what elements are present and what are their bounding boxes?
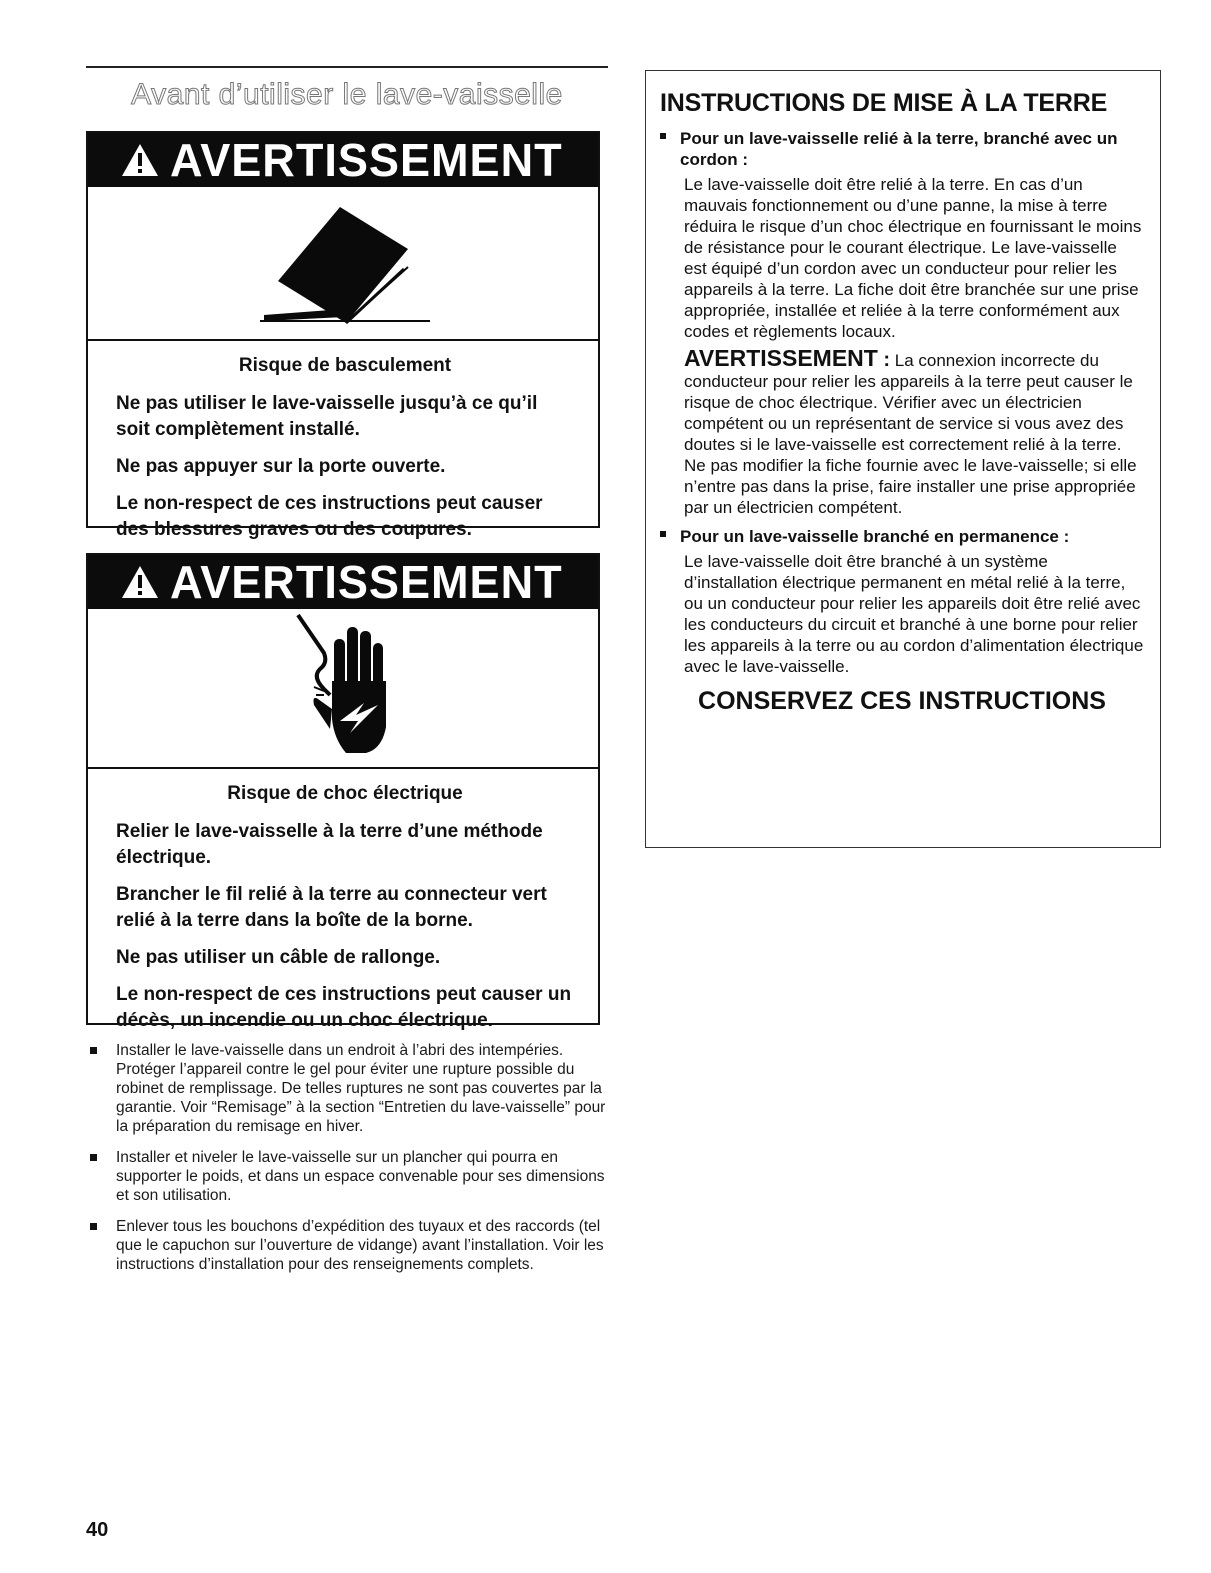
bullet-square-icon (90, 1154, 97, 1161)
list-item (86, 1148, 606, 1205)
warning-triangle-icon (120, 564, 160, 600)
tip-over-pictogram (88, 187, 598, 341)
list-item (660, 128, 1144, 518)
list-item-text: Installer le lave-vaisselle dans un endroit à l’abri des intempéries. Protéger l’appareil contre le gel pour éviter une rupture possible du robinet de remplissage. De telles ruptures ne sont pas couvertes par la garantie. Voir “Remisage” à la section “Entretien du lave-vaisselle” pour la préparation du remisage en hiver. (116, 1042, 606, 1135)
list-item-text: Installer et niveler le lave-vaisselle sur un plancher qui pourra en supporter le poids, et dans un espace convenable pour ses dimensions et son utilisation. (116, 1149, 605, 1204)
grounding-warning-colon: : (877, 349, 891, 371)
warning-line: Le non-respect de ces instructions peut causer un décès, un incendie ou un choc électrique. (116, 984, 572, 1031)
list-item (86, 1217, 606, 1274)
electric-shock-hand-icon (88, 609, 598, 767)
grounding-warning-label: AVERTISSEMENT (684, 345, 878, 371)
section-title: Avant d’utiliser le lave-vaisselle (131, 78, 563, 111)
bullet-square-icon (660, 531, 666, 537)
warning-line: Relier le lave-vaisselle à la terre d’une méthode électrique. (116, 821, 543, 868)
warning-line: Brancher le fil relié à la terre au connecteur vert relié à la terre dans la boîte de la borne. (116, 884, 547, 931)
warning-line: Le non-respect de ces instructions peut causer des blessures graves ou des coupures. (116, 493, 543, 540)
bullet-square-icon (90, 1047, 97, 1054)
warning-box-electric-shock (86, 553, 600, 1031)
grounding-warning (680, 345, 1144, 518)
grounding-warning-text: La connexion incorrecte du conducteur pour relier les appareils à la terre peut causer le risque de choc électrique. Vérifier avec un électricien compétent ou un représentant de service si vous avez des doutes si le lave-vaisselle est correctement relié à la terre. Ne pas modifier la fiche fournie avec le lave-vaisselle; si elle n’entre pas dans la prise, faire installer une prise appropriée par un électricien compétent. (684, 351, 1137, 517)
list-item (86, 1041, 606, 1136)
warning-header (88, 133, 598, 187)
list-item (660, 526, 1144, 677)
warning-header-label: AVERTISSEMENT (169, 134, 563, 186)
top-rule (86, 66, 608, 68)
installation-bullets (86, 1041, 606, 1286)
risk-title: Risque de basculement (238, 355, 452, 376)
warning-header (88, 555, 598, 609)
warning-line: Ne pas appuyer sur la porte ouverte. (116, 456, 446, 477)
warning-triangle-icon (120, 142, 160, 178)
cord-heading: Pour un lave-vaisselle relié à la terre, branché avec un cordon : (680, 129, 1118, 169)
page-number: 40 (86, 1519, 109, 1541)
warning-body (88, 341, 598, 543)
cord-text: Le lave-vaisselle doit être relié à la terre. En cas d’un mauvais fonctionnement ou d’une panne, la mise à terre réduira le risque d’un choc électrique en fournissant le moins de résistance pour le courant électrique. Le lave-vaisselle est équipé d’un cordon avec un conducteur pour relier les appareils à la terre. La fiche doit être branchée sur une prise appropriée, installée et reliée à la terre conformément aux codes et règlements locaux. (684, 175, 1142, 341)
grounding-title: INSTRUCTIONS DE MISE À LA TERRE (660, 89, 1108, 117)
warning-line: Ne pas utiliser un câble de rallonge. (116, 947, 441, 968)
permanent-heading: Pour un lave-vaisselle branché en permanence : (680, 527, 1070, 546)
warning-body (88, 769, 598, 1034)
bullet-square-icon (90, 1223, 97, 1230)
warning-header-label: AVERTISSEMENT (169, 556, 563, 608)
save-instructions-footer: CONSERVEZ CES INSTRUCTIONS (698, 687, 1106, 715)
list-item-text: Enlever tous les bouchons d’expédition des tuyaux et des raccords (tel que le capuchon sur l’ouverture de vidange) avant l’installation. Voir les instructions d’installation pour des renseignements complets. (116, 1218, 604, 1273)
electric-shock-pictogram (88, 609, 598, 769)
grounding-instructions-box (645, 70, 1161, 848)
bullet-square-icon (660, 133, 666, 139)
tip-over-icon (88, 187, 598, 339)
warning-box-tip-over (86, 131, 600, 540)
permanent-text: Le lave-vaisselle doit être branché à un système d’installation électrique permanent en métal relié à la terre, ou un conducteur pour relier les appareils doit être relié avec les conducteurs du circuit et branché à une borne pour relier les appareils à la terre ou au cordon d’alimentation électrique avec le lave-vaisselle. (684, 552, 1144, 676)
risk-title: Risque de choc électrique (227, 783, 463, 804)
warning-line: Ne pas utiliser le lave-vaisselle jusqu’à ce qu’il soit complètement installé. (116, 393, 538, 440)
